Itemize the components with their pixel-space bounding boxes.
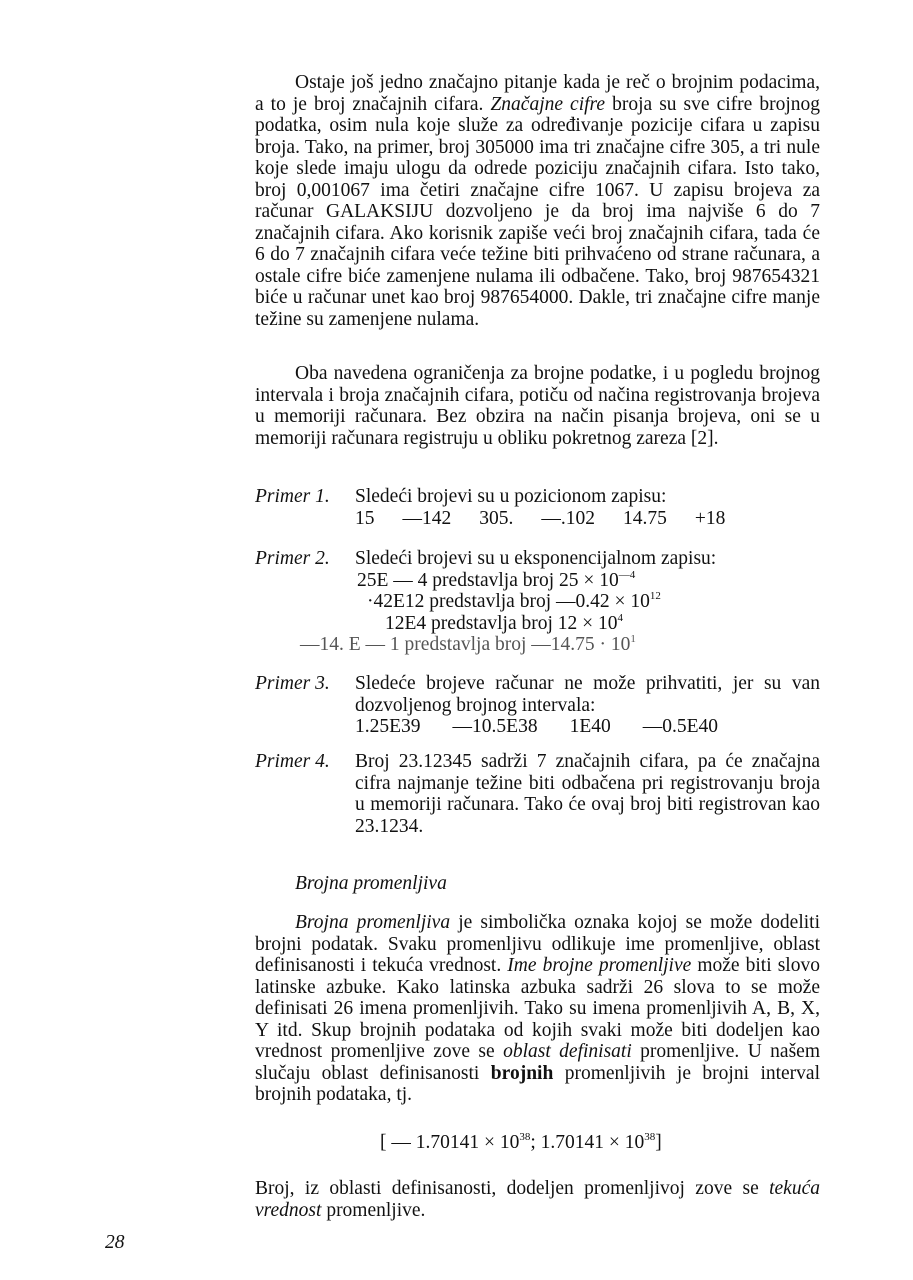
term-current-value: tekuća vrednost (255, 1178, 820, 1221)
exponent-power: 1 (630, 633, 636, 645)
example-4-label: Primer 4. (255, 751, 330, 772)
number-item: —142 (402, 507, 452, 529)
exponent-phrase: predstavlja broj (404, 634, 527, 655)
exponent-code: 12E4 (385, 612, 427, 634)
exponent-row (300, 634, 820, 656)
exponent-code: 25E — 4 (357, 569, 428, 591)
example-1-label: Primer 1. (255, 486, 330, 507)
number-item: —0.5E40 (642, 716, 719, 737)
exponent-row (355, 570, 820, 592)
term-domain: oblast definisati (503, 1041, 632, 1062)
interval-formula (380, 1132, 662, 1154)
formula-exponent: 38 (644, 1131, 656, 1143)
paragraph-significant-digits (255, 72, 820, 330)
exponent-code: ·42E12 (367, 591, 425, 612)
formula-right: ; 1.70141 × 10 (530, 1132, 645, 1153)
exponent-phrase: predstavlja broj (431, 612, 553, 634)
example-1-text: Sledeći brojevi su u pozicionom zapisu: (355, 486, 667, 507)
number-item: 14.75 (623, 507, 667, 529)
exponent-value: 25 × 10 (559, 569, 619, 591)
formula-close: ] (655, 1132, 662, 1153)
para1-text-a: Ostaje još jedno značajno pitanje kada je reč o brojnim podacima, a to je broj značajnih cifara. (255, 72, 820, 115)
example-3-body (355, 673, 820, 738)
number-item: +18 (694, 507, 726, 529)
example-3 (255, 673, 820, 743)
paragraph-registration: Oba navedena ograničenja za brojne podatke, i u pogledu brojnog intervala i broja značajnih cifara, potiču od načina registrovanja brojeva u memoriji računara. Bez obzira na način pisanja brojeva, oni se u memoriji računara registruju u obliku pokretnog zareza [2]. (255, 363, 820, 449)
exponent-value: —14.75 · 10 (531, 634, 631, 655)
example-2-label: Primer 2. (255, 548, 330, 569)
exponent-phrase: predstavlja broj (429, 591, 552, 612)
example-3-label: Primer 3. (255, 673, 330, 694)
exponent-value: 12 × 10 (557, 612, 618, 634)
exponent-power: 4 (617, 611, 624, 624)
term-variable-name: Ime brojne promenljive (507, 955, 692, 976)
exponent-power: —4 (618, 568, 636, 581)
term-significant-digits: Značajne cifre (490, 93, 606, 115)
number-item: 15 (355, 507, 375, 529)
para3-text-d: promenljivih je brojni interval brojnih podataka, tj. (255, 1062, 821, 1105)
number-item: 305. (479, 507, 514, 529)
example-1-body (355, 486, 820, 529)
number-item: —10.5E38 (452, 716, 538, 737)
formula-left: [ — 1.70141 × 10 (380, 1132, 520, 1153)
section-heading: Brojna promenljiva (295, 873, 447, 894)
exponent-row (355, 613, 820, 635)
example-2 (255, 548, 820, 658)
exponent-code: —14. E — 1 (300, 634, 400, 655)
number-item: 1.25E39 (355, 716, 421, 737)
number-item: 1E40 (569, 716, 611, 737)
example-1 (255, 486, 820, 536)
para3-text-c: promenljive. U našem slučaju oblast definisanosti (255, 1041, 821, 1084)
example-4 (255, 751, 820, 841)
example-3-text: Sledeće brojeve računar ne može prihvatiti, jer su van dozvoljenog brojnog intervala: (355, 673, 820, 716)
term-numeric-variable: Brojna promenljiva (295, 912, 451, 933)
number-item: —.102 (541, 507, 595, 529)
paragraph-current-value (255, 1178, 820, 1221)
exponent-phrase: predstavlja broj (432, 569, 555, 591)
exponent-power: 12 (649, 590, 661, 602)
para1-text-b: broja su sve cifre brojnog podatka, osim nula koje služe za određivanje pozicije cifara u zapisu broja. Tako, na primer, broj 305000 ima tri značajne cifre 305, a tri nule koje slede imaju ulogu da odrede poziciju značajnih cifara. Isto tako, broj 0,001067 ima četiri značajne cifre 1067. U zapisu brojeva za računar GALAKSIJU dozvoljeno je da broj ima najviše 6 do 7 značajnih cifara. Ako korisnik zapiše veći broj značajnih cifara, tada će 6 do 7 značajnih cifara veće težine biti prihvaćeno od strane računara, a ostale cifre biće zamenjene nulama ili odbačene. Tako, broj 987654321 biće u računar unet kao broj 987654000. Dakle, tri značajne cifre manje težine su zamenjene nulama. (255, 93, 820, 330)
example-1-numbers (355, 508, 820, 530)
para3-text-a: je simbolička oznaka kojoj se može dodeliti brojni podatak. Svaku promenljivu odlikuje ime promenljive, oblast definisanosti i tekuća vrednost. (255, 912, 820, 976)
exponent-value: —0.42 × 10 (556, 591, 650, 612)
para3-text-b: može biti slovo latinske azbuke. Kako latinska azbuka sadrži 26 slova to se može definisati 26 imena promenljivih. Tako su imena promenljivih A, B, X, Y itd. Skup brojnih podataka od kojih svaki može biti dodeljen kao vrednost promenljive zove se (255, 955, 820, 1062)
example-4-text: Broj 23.12345 sadrži 7 značajnih cifara, pa će značajna cifra najmanje težine biti odbačena pri registrovanju broja u memoriji računara. Tako će ovaj broj biti registrovan kao 23.1234. (355, 751, 820, 837)
example-3-numbers (355, 716, 820, 738)
exponent-row (355, 591, 820, 613)
formula-exponent: 38 (519, 1131, 531, 1143)
page-number: 28 (105, 1232, 125, 1253)
para4-text-b: promenljive. (321, 1199, 426, 1221)
bold-word: brojnih (490, 1062, 554, 1084)
paragraph-numeric-variable (255, 912, 820, 1106)
para4-text-a: Broj, iz oblasti definisanosti, dodeljen promenljivoj zove se (255, 1178, 770, 1199)
example-2-body (300, 548, 820, 656)
example-2-text: Sledeći brojevi su u eksponencijalnom zapisu: (355, 548, 717, 569)
